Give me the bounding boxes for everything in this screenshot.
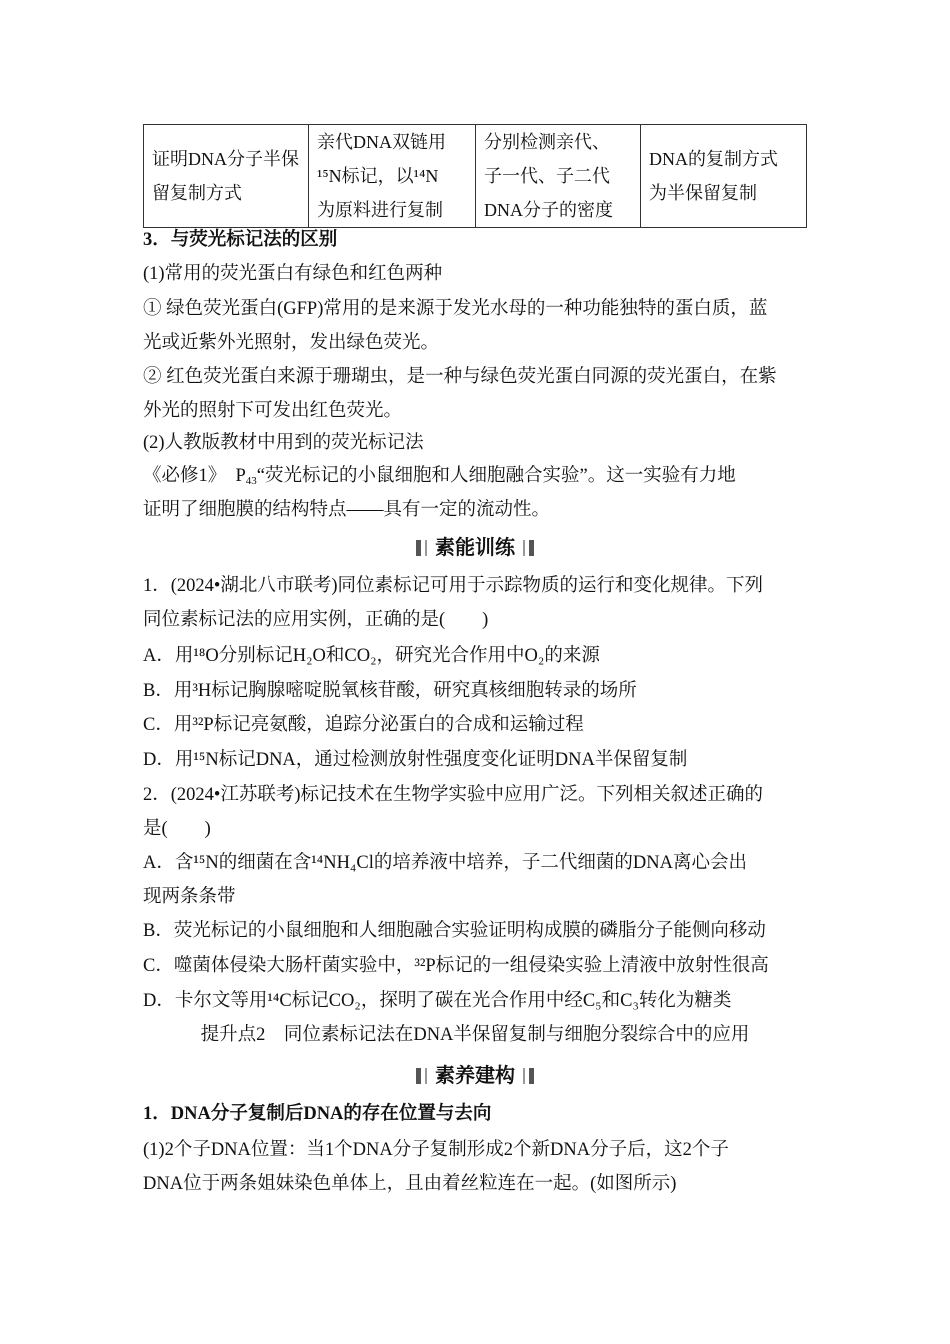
banner-bar-icon <box>529 540 534 556</box>
banner-bar-icon <box>523 540 525 556</box>
paragraph-line: DNA位于两条姐妹染色单体上，且由着丝粒连在一起。(如图所示) <box>143 1174 677 1194</box>
subheading: (1)常用的荧光蛋白有绿色和红色两种 <box>143 264 443 284</box>
option-a: A．用¹⁸O分别标记H₂O和CO₂，研究光合作用中O₂的来源 <box>143 646 600 666</box>
question-stem: 是( ) <box>143 819 211 839</box>
option-a: A．含¹⁵N的细菌在含¹⁴NH₄Cl的培养液中培养，子二代细菌的DNA离心会出 <box>143 853 747 873</box>
cell-line: DNA的复制方式 <box>649 149 778 169</box>
option-c: C．噬菌体侵染大肠杆菌实验中，³²P标记的一组侵染实验上清液中放射性很高 <box>143 956 769 976</box>
table-cell-detection <box>476 125 641 228</box>
section-banner <box>0 1063 950 1089</box>
cell-line: DNA分子的密度 <box>484 200 613 220</box>
cell-line: 为半保留复制 <box>649 183 757 203</box>
paragraph-line: 证明了细胞膜的结构特点——具有一定的流动性。 <box>143 500 551 520</box>
subtopic-title: 提升点2 同位素标记法在DNA半保留复制与细胞分裂综合中的应用 <box>200 1025 750 1045</box>
section-banner <box>0 535 950 561</box>
cell-text: 证明DNA分子半保留复制方式 <box>152 149 299 203</box>
section-heading: 1．DNA分子复制后DNA的存在位置与去向 <box>143 1104 492 1124</box>
question-stem: 1．(2024•湖北八市联考)同位素标记可用于示踪物质的运行和变化规律。下列 <box>143 576 764 596</box>
paragraph-line: ① 绿色荧光蛋白(GFP)常用的是来源于发光水母的一种功能独特的蛋白质，蓝 <box>143 299 768 319</box>
cell-line: 子一代、子二代 <box>484 166 610 186</box>
option-d: D．卡尔文等用¹⁴C标记CO₂，探明了碳在光合作用中经C₅和C₃转化为糖类 <box>143 991 732 1011</box>
paragraph-line: 外光的照射下可发出红色荧光。 <box>143 401 403 421</box>
question-stem: 同位素标记法的应用实例，正确的是( ) <box>143 610 489 630</box>
cell-line: 为原料进行复制 <box>317 200 443 220</box>
banner-bar-icon <box>425 1068 427 1084</box>
table-row <box>144 125 807 228</box>
subheading: (2)人教版教材中用到的荧光标记法 <box>143 433 424 453</box>
page-number: 43 <box>245 475 257 487</box>
banner-bar-icon <box>425 540 427 556</box>
question-stem: 2．(2024•江苏联考)标记技术在生物学实验中应用广泛。下列相关叙述正确的 <box>143 785 764 805</box>
textbook-ref: 《必修1》 P <box>143 466 246 486</box>
table-cell-method <box>309 125 476 228</box>
option-a-cont: 现两条条带 <box>143 887 236 907</box>
table-cell-purpose <box>144 125 309 228</box>
option-b: B．荧光标记的小鼠细胞和人细胞融合实验证明构成膜的磷脂分子能侧向移动 <box>143 921 766 941</box>
banner-bar-icon <box>416 540 421 556</box>
option-b: B．用³H标记胸腺嘧啶脱氧核苷酸，研究真核细胞转录的场所 <box>143 681 637 701</box>
paragraph-line <box>143 463 808 489</box>
option-d: D．用¹⁵N标记DNA，通过检测放射性强度变化证明DNA半保留复制 <box>143 750 688 770</box>
option-c: C．用³²P标记亮氨酸，追踪分泌蛋白的合成和运输过程 <box>143 715 584 735</box>
paragraph-line: 光或近紫外光照射，发出绿色荧光。 <box>143 333 440 353</box>
banner-bar-icon <box>529 1068 534 1084</box>
paragraph-text: “荧光标记的小鼠细胞和人细胞融合实验”。这一实验有力地 <box>256 466 736 486</box>
table-cell-conclusion <box>641 125 807 228</box>
paragraph-line: ② 红色荧光蛋白来源于珊瑚虫，是一种与绿色荧光蛋白同源的荧光蛋白，在紫 <box>143 367 777 387</box>
section-heading: 3．与荧光标记法的区别 <box>143 230 338 250</box>
cell-line: 亲代DNA双链用 <box>317 132 446 152</box>
experiment-table <box>143 124 807 228</box>
paragraph-line: (1)2个子DNA位置：当1个DNA分子复制形成2个新DNA分子后，这2个子 <box>143 1140 729 1160</box>
cell-line: ¹⁵N标记，以¹⁴N <box>317 166 439 186</box>
cell-line: 分别检测亲代、 <box>484 132 610 152</box>
banner-bar-icon <box>416 1068 421 1084</box>
banner-title: 素养建构 <box>435 1065 515 1087</box>
banner-title: 素能训练 <box>435 537 515 559</box>
banner-bar-icon <box>523 1068 525 1084</box>
